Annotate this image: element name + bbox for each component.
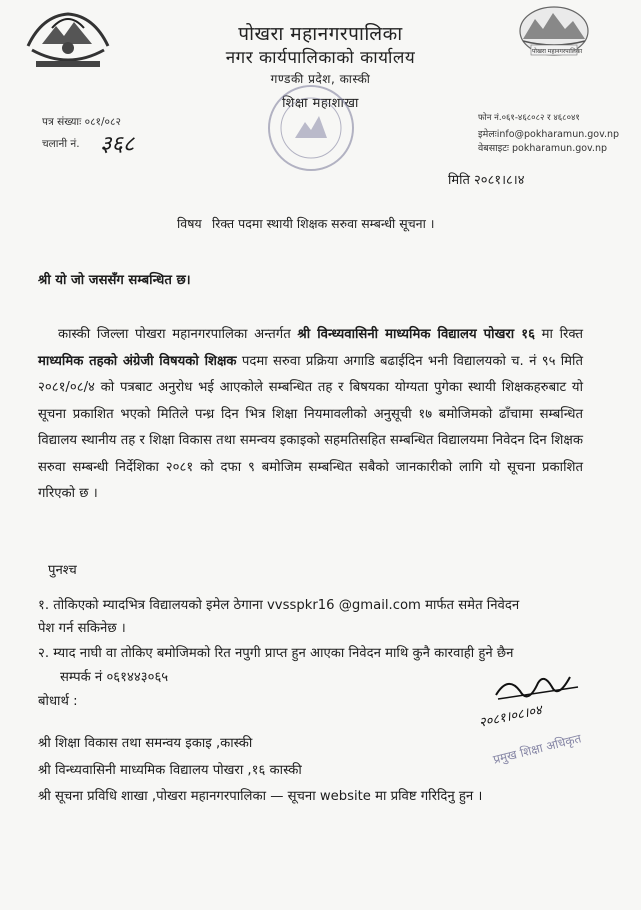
location: गण्डकी प्रदेश, कास्की	[270, 72, 371, 86]
city-logo-text: पोखरा महानगरपालिका	[532, 48, 583, 55]
body-intro: कास्की जिल्ला पोखरा महानगरपालिका अन्तर्गत	[58, 327, 298, 342]
org-name: पोखरा महानगरपालिका	[238, 23, 403, 45]
section-name: शिक्षा महाशाखा	[282, 96, 359, 111]
patra-sankhya: पत्र संख्याः ०८१/०८२	[42, 116, 121, 128]
postscript-item-1: १. तोकिएको म्यादभित्र विद्यालयको इमेल ठेगाना vvsspkr16 @gmail.com मार्फत समेत निवेदन	[38, 598, 520, 613]
office-name: नगर कार्यपालिकाको कार्यालय	[225, 48, 416, 68]
chalani-number: ३६८	[100, 132, 135, 157]
chalani-label: चलानी नं.	[42, 138, 80, 150]
contact-email: इमेलःinfo@pokharamun.gov.np	[478, 129, 620, 140]
designation-stamp: प्रमुख शिक्षा अधिकृत	[491, 731, 583, 767]
contact-website: वेबसाइटः pokharamun.gov.np	[478, 143, 608, 154]
bodharth-item-2: श्री विन्ध्यवासिनी माध्यमिक विद्यालय पोखरा ,१६ कास्की	[38, 763, 302, 778]
office-stamp-icon	[265, 82, 357, 174]
svg-text:२०८१।०८।०४: २०८१।०८।०४	[478, 702, 544, 731]
bodharth-item-3: श्री सूचना प्रविधि शाखा ,पोखरा महानगरपालिका — सूचना website मा प्रविष्ट गरिदिनु हुन ।	[38, 789, 483, 804]
body-school-name: श्री विन्ध्यवासिनी माध्यमिक विद्यालय पोखरा १६	[297, 327, 535, 342]
bodharth-item-1: श्री शिक्षा विकास तथा समन्वय इकाइ ,कास्की	[38, 736, 253, 751]
salutation: श्री यो जो जससँग सम्बन्धित छ।	[38, 273, 191, 288]
bodharth-label: बोधार्थ :	[38, 694, 78, 709]
contact-phone: फोन नं.०६१-४६८०८२ र ४६८०४१	[478, 113, 580, 123]
postscript-item-2-cont: सम्पर्क नं ०६१४४३०६५	[60, 670, 169, 685]
body-mid: मा रिक्त	[534, 327, 583, 342]
postscript-item-2: २. म्याद नाघी वा तोकिए बमोजिमको रित नपुगी प्राप्त हुन आएका निवेदन माथि कुनै कारवाही हुने छैन	[38, 646, 514, 661]
subject-label: विषय	[177, 216, 202, 231]
body-subject-post: माध्यमिक तहको अंग्रेजी विषयको शिक्षक	[38, 353, 237, 369]
body-rest: पदमा सरुवा प्रक्रिया अगाडि बढाईदिन भनी विद्यालयको च. नं ९५ मिति २०८१/०८/४ को पत्रबाट अनुरोध भई आएकोले सम्बन्धित तह र बिषयका योग्यता पुगेका स्थायी शिक्षकहरुबाट यो सूचना प्रकाशित भएको मितिले पन्ध्र दिन भित्र शिक्षा नियमावलीको अनुसूची १७ बमोजिमको ढाँचामा सम्बन्धित विद्यालय स्थानीय तह र शिक्षा विकास तथा समन्वय इकाइको सहमतिसहित सम्बन्धित विद्यालयमा निवेदन दिन शिक्षक सरुवा सम्बन्धी निर्देशिका २०८१ को दफा ९ बमोजिम सम्बन्धित सबैको जानकारीको लागि यो सूचना प्रकाशित गरिएको छ ।	[38, 353, 583, 501]
body-paragraph	[38, 322, 583, 508]
postscript-item-1-cont: पेश गर्न सकिनेछ ।	[38, 621, 126, 636]
letter-date: मिति २०८१।८।४	[448, 173, 525, 188]
postscript-label: पुनश्च	[48, 563, 77, 578]
subject-text: रिक्त पदमा स्थायी शिक्षक सरुवा सम्बन्धी सूचना ।	[212, 216, 435, 231]
